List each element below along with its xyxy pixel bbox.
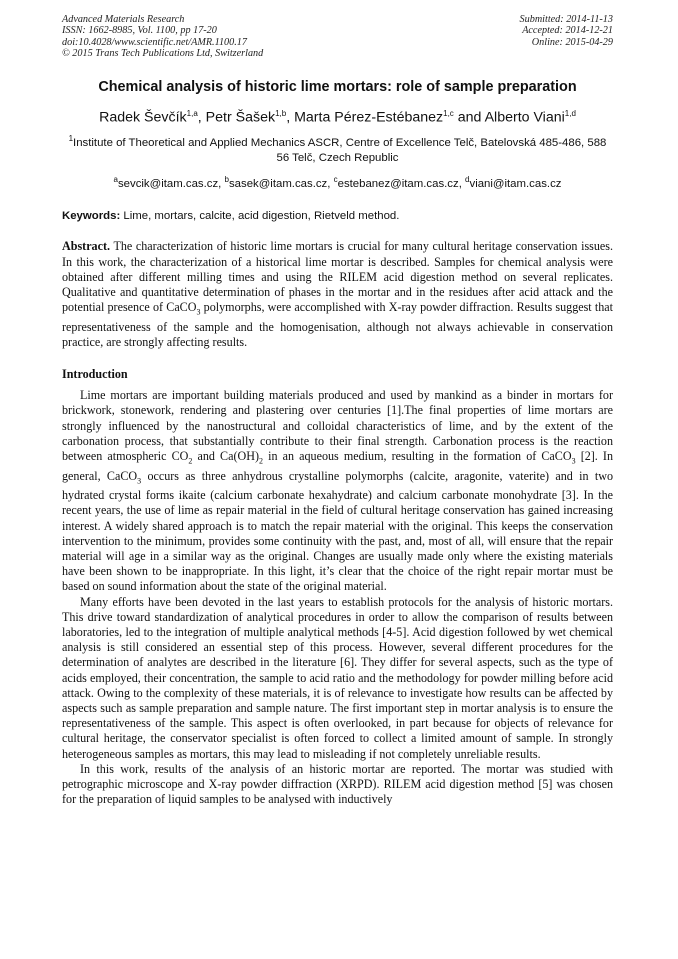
paper-title: Chemical analysis of historic lime mortars: role of sample preparation [98,78,577,95]
subscript: 3 [571,456,576,466]
submitted-date: Submitted: 2014-11-13 [519,14,613,25]
email-mark: a [113,175,118,185]
author-affiliation-mark: 1,c [443,108,454,118]
journal-header [62,14,613,60]
affiliation-text: Institute of Theoretical and Applied Mechanics ASCR, Centre of Excellence Telč, Batelovská 485-486, 588 56 Telč, Czech Republic [73,137,607,164]
email-mark: d [465,175,470,185]
paragraph-text: occurs as three anhydrous crystalline polymorphs (calcite, aragonite, vaterite) and in two hydrated crystal forms ikaite (calcium carbonate hexahydrate) and calcium carbonate monohydrate [3]. In the recent years, the use of lime as repair material in the field of cultural heritage conservation has gained increasing interest. A widely shared approach is to match the repair material with the original. This keeps the conservation intervention to the minimum, provides some continuity with the past, and, most of all, will ensure that the repair material will age in a similar way as the original. Changes are usually made only where the existing materials have been shown to be inappropriate. In this light, it’s clear that the choice of the right repair mortar must be based on sound information about the state of the original material. [62,468,613,594]
abstract-label: Abstract. [62,239,111,254]
author-name: Petr Šašek [205,109,276,126]
email-mark: c [333,175,338,185]
paragraph-text: and Ca(OH) [192,448,260,463]
email-mark: b [224,175,229,185]
keywords-text: Lime, mortars, calcite, acid digestion, Rietveld method. [120,209,400,222]
subscript: 2 [188,456,193,466]
journal-name: Advanced Materials Research [62,14,185,25]
journal-info [62,14,263,60]
abstract [62,239,613,350]
author-separator: , [197,109,206,126]
author-name: Marta Pérez-Estébanez [294,109,444,126]
abstract-text: The characterization of historic lime mortars is crucial for many cultural heritage conservation issues. In this work, the characterization of a historical lime mortar is described. Samples for chemical analysis were obtained after different milling times and using the RILEM acid digestion method on several replicates. Qualitative and quantitative determination of phases in the mortar and in the residues after acid attack and the potential presence of CaCO [62,239,613,315]
paragraph-text: in an aqueous medium, resulting in the formation of CaCO [263,448,572,463]
author-and: and [453,109,485,126]
intro-paragraph: In this work, results of the analysis of an historic mortar are reported. The mortar was studied with petrographic microscope and X-ray powder diffraction (XRPD). RILEM acid digestion method [5] was chosen for the preparation of liquid samples to be analysed with inductively [62,761,613,807]
author-emails: $^a$sevcik@itam.cas.cz, $^b$sasek@itam.cas.cz, $^c$estebanez@itam.cas.cz, $^d$viani@itam.cas.cz [113,175,562,191]
subscript: 3 [137,475,142,485]
journal-doi: doi:10.4028/www.scientific.net/AMR.1100.17 [62,36,247,48]
journal-issn: ISSN: 1662-8985, Vol. 1100, pp 17-20 [62,25,217,37]
submission-dates [520,14,613,60]
author-affiliation-mark: 1,d [564,108,576,118]
author-separator: , [286,109,295,126]
paragraph-text: Lime mortars are important building materials produced and used by mankind as a binder in mortars for brickwork, stonework, rendering and plastering over centuries [1].The final properties of lime mortars are strongly influenced by the nanostructural and colloidal characteristics of lime, and by the extent of the carbonation process, that substantially contribute to their final strength. Carbonation process is the reaction between atmospheric CO [62,388,613,463]
author-affiliation-mark: 1,b [275,108,287,118]
email-link[interactable]: sevcik@itam.cas.cz [117,178,219,191]
author-name: Alberto Viani [484,109,565,126]
author-list [62,105,613,127]
author-affiliation-mark: 1,a [186,108,198,118]
affiliation [62,132,613,165]
email-link[interactable]: sasek@itam.cas.cz [228,178,328,191]
journal-copyright: © 2015 Trans Tech Publications Ltd, Switzerland [62,48,264,60]
subscript: 2 [259,456,264,466]
accepted-date: Accepted: 2014-12-21 [522,25,613,37]
keywords-label: Keywords: [62,209,121,222]
intro-paragraph [62,388,613,594]
author-name: Radek Ševčík [99,109,187,126]
online-date: Online: 2015-04-29 [531,36,613,48]
subscript: 3 [196,307,201,317]
keywords [62,209,613,224]
email-link[interactable]: estebanez@itam.cas.cz [337,178,459,191]
affiliation-mark: 1 [68,134,74,144]
intro-paragraph: Many efforts have been devoted in the last years to establish protocols for the analysis of historic mortars. This drive toward standardization of analytical procedures in order to allow the comparison of results between laboratories, led to the integration of multiple analytical methods [4-5]. Acid digestion followed by wet chemical analysis is still considered an essential step of this process. However, several different procedures for the determination of analytes are described in the literature [6]. They differ for several aspects, such as the type of acids employed, their concentration, the sample to acid ratio and the methodology for powder milling before acid attack. Owing to the complexity of these materials, it is of relevance to investigate how results can be affected by aspects such as sample preparation and sample nature. The first important step in mortar analysis is to ensure the representativeness of the sample. This aspect is often overlooked, in part because for objects of relevance for cultural heritage, the conservator specialist is often forced to collect a limited amount of sample. In strongly heterogeneous samples as mortars, this may lead to misleading if not completely unreliable results. [62,594,613,761]
section-heading-introduction: Introduction [62,367,128,382]
email-link[interactable]: viani@itam.cas.cz [469,178,562,191]
paper-page [62,14,613,807]
abstract-text: polymorphs, were accomplished with X-ray powder diffraction. Results suggest that representativeness of the sample and the homogenisation, although not always achievable in conservation practice, are strongly affecting results. [62,300,613,349]
paragraph-text: [2]. In general, CaCO [62,448,614,483]
